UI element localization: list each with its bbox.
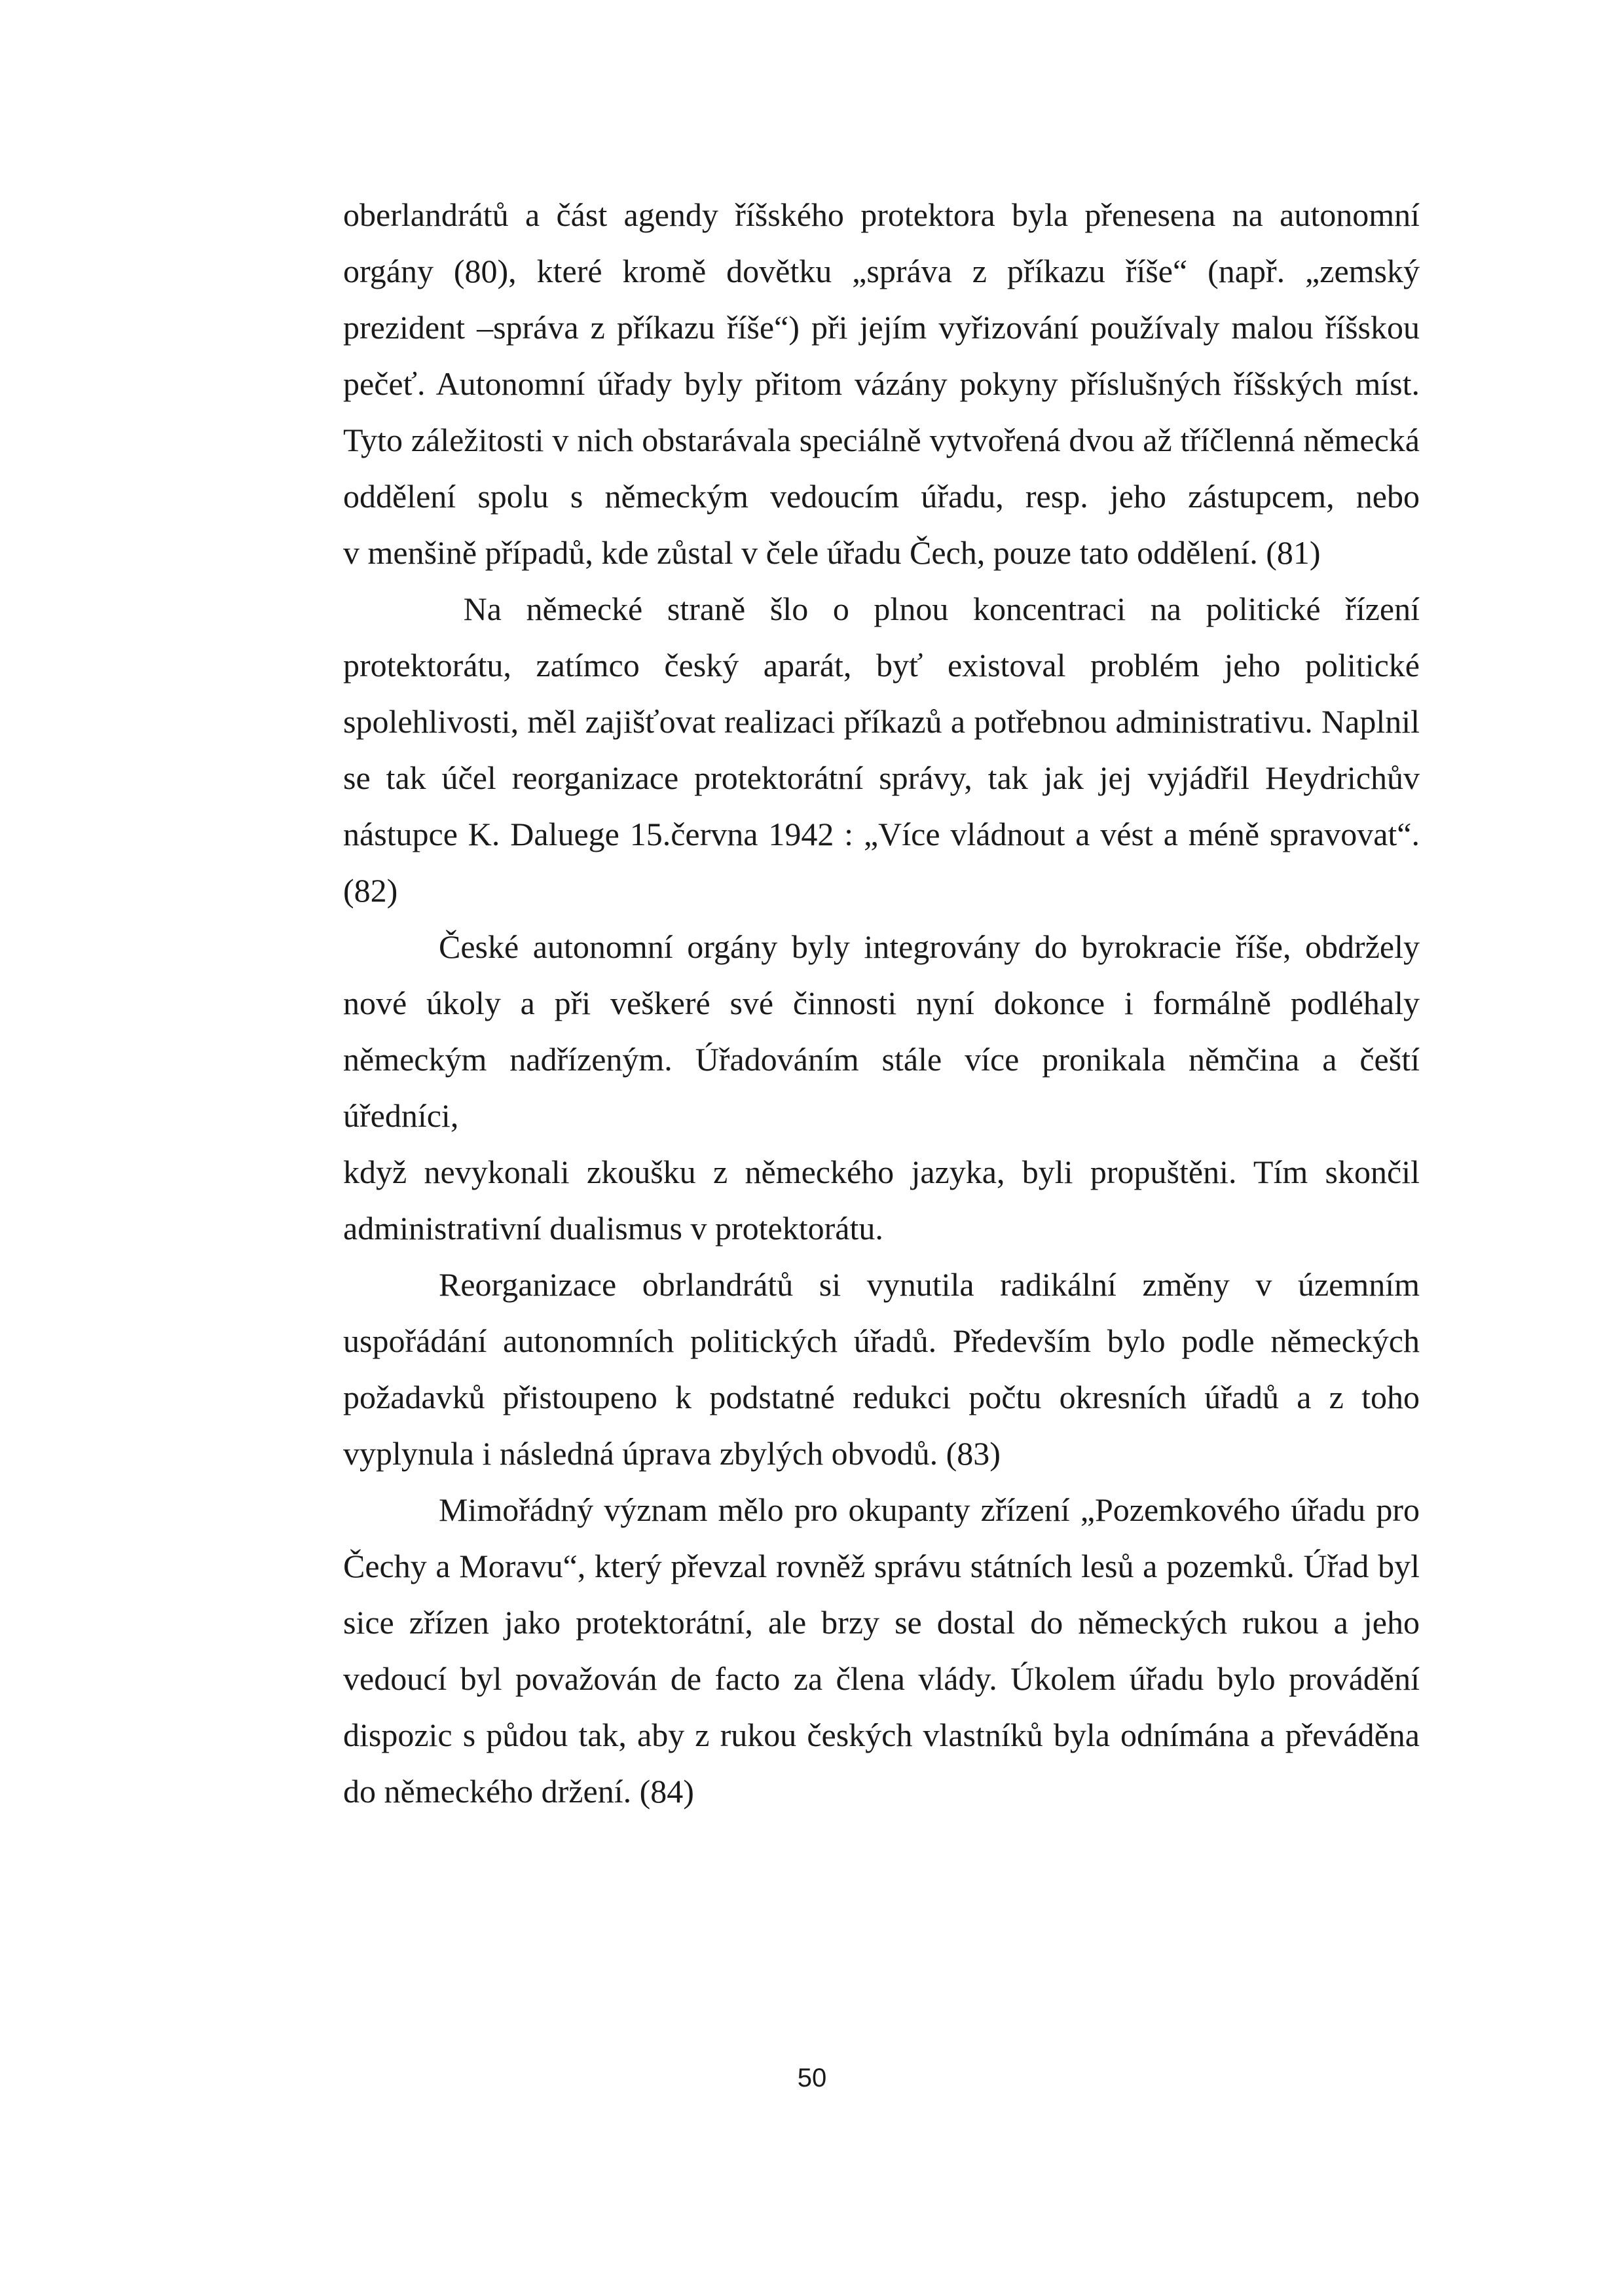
line-text: Reorganizace obrlandrátů si vynutila radikální změny v územním [439,1266,1420,1303]
text-line [343,1313,1420,1369]
text-line [343,637,1420,693]
line-text: dispozic s půdou tak, aby z rukou českých vlastníků byla odnímána a převáděna [343,1717,1420,1753]
text-line [343,975,1420,1031]
text-line [343,1425,1420,1482]
text-line [343,524,1420,581]
line-text: nové úkoly a při veškeré své činnosti nyní dokonce i formálně podléhaly [343,985,1420,1021]
text-line [343,919,1420,975]
line-text: Mimořádný význam mělo pro okupanty zřízení „Pozemkového úřadu pro [439,1491,1420,1528]
text-line [343,862,1420,919]
line-text: pečeť. Autonomní úřady byly přitom vázány pokyny příslušných říšských míst. [343,365,1420,402]
text-line [343,581,1420,637]
line-text: německým nadřízeným. Úřadováním stále více pronikala němčina a čeští úředníci, [343,1041,1420,1134]
text-line [343,1707,1420,1763]
line-text: v menšině případů, kde zůstal v čele úřadu Čech, pouze tato oddělení. (81) [343,534,1321,571]
line-text: Na německé straně šlo o plnou koncentraci na politické řízení [439,591,1420,627]
page-number: 50 [797,2064,827,2092]
body-text [343,187,1420,1819]
text-line [343,187,1420,243]
line-text: vedoucí byl považován de facto za člena vlády. Úkolem úřadu bylo provádění [343,1660,1420,1697]
line-text: Čechy a Moravu“, který převzal rovněž správu státních lesů a pozemků. Úřad byl [343,1548,1420,1584]
line-text: (82) [343,872,398,909]
paragraph [343,1256,1420,1482]
text-line [343,1482,1420,1538]
text-line [343,412,1420,468]
text-line [343,1763,1420,1819]
line-text: oddělení spolu s německým vedoucím úřadu, resp. jeho zástupcem, nebo [343,478,1420,515]
line-text: administrativní dualismus v protektorátu. [343,1210,883,1247]
text-line [343,1650,1420,1707]
text-line [343,468,1420,524]
text-line [343,1594,1420,1650]
text-line [343,355,1420,412]
text-line [343,693,1420,750]
line-text: orgány (80), které kromě dovětku „správa z příkazu říše“ (např. „zemský [343,253,1420,289]
line-text: když nevykonali zkoušku z německého jazyka, byli propuštěni. Tím skončil [343,1154,1420,1190]
paragraph [343,919,1420,1256]
text-line [343,1256,1420,1313]
text-line [343,299,1420,355]
line-text: oberlandrátů a část agendy říšského protektora byla přenesena na autonomní [343,196,1420,233]
line-text: nástupce K. Daluege 15.června 1942 : „Více vládnout a vést a méně spravovat“. [343,816,1420,852]
text-line [343,806,1420,862]
line-text: uspořádání autonomních politických úřadů. Především bylo podle německých [343,1322,1420,1359]
line-text: České autonomní orgány byly integrovány do byrokracie říše, obdržely [439,928,1420,965]
text-line [343,1031,1420,1144]
paragraph [343,581,1420,919]
paragraph [343,187,1420,581]
text-line [343,1538,1420,1594]
text-line [343,243,1420,299]
line-text: do německého držení. (84) [343,1773,694,1810]
line-text: protektorátu, zatímco český aparát, byť existoval problém jeho politické [343,647,1420,683]
text-line [343,1369,1420,1425]
line-text: se tak účel reorganizace protektorátní správy, tak jak jej vyjádřil Heydrichův [343,759,1420,796]
text-line [343,1200,1420,1256]
paragraph [343,1482,1420,1819]
text-line [343,1144,1420,1200]
text-line [343,750,1420,806]
line-text: vyplynula i následná úprava zbylých obvodů. (83) [343,1435,1001,1472]
line-text: spolehlivosti, měl zajišťovat realizaci příkazů a potřebnou administrativu. Naplnil [343,703,1420,740]
line-text: sice zřízen jako protektorátní, ale brzy se dostal do německých rukou a jeho [343,1604,1420,1641]
line-text: Tyto záležitosti v nich obstarávala speciálně vytvořená dvou až tříčlenná německá [343,422,1420,458]
line-text: prezident –správa z příkazu říše“) při jejím vyřizování používaly malou říšskou [343,309,1420,346]
line-text: požadavků přistoupeno k podstatné redukci počtu okresních úřadů a z toho [343,1379,1420,1415]
